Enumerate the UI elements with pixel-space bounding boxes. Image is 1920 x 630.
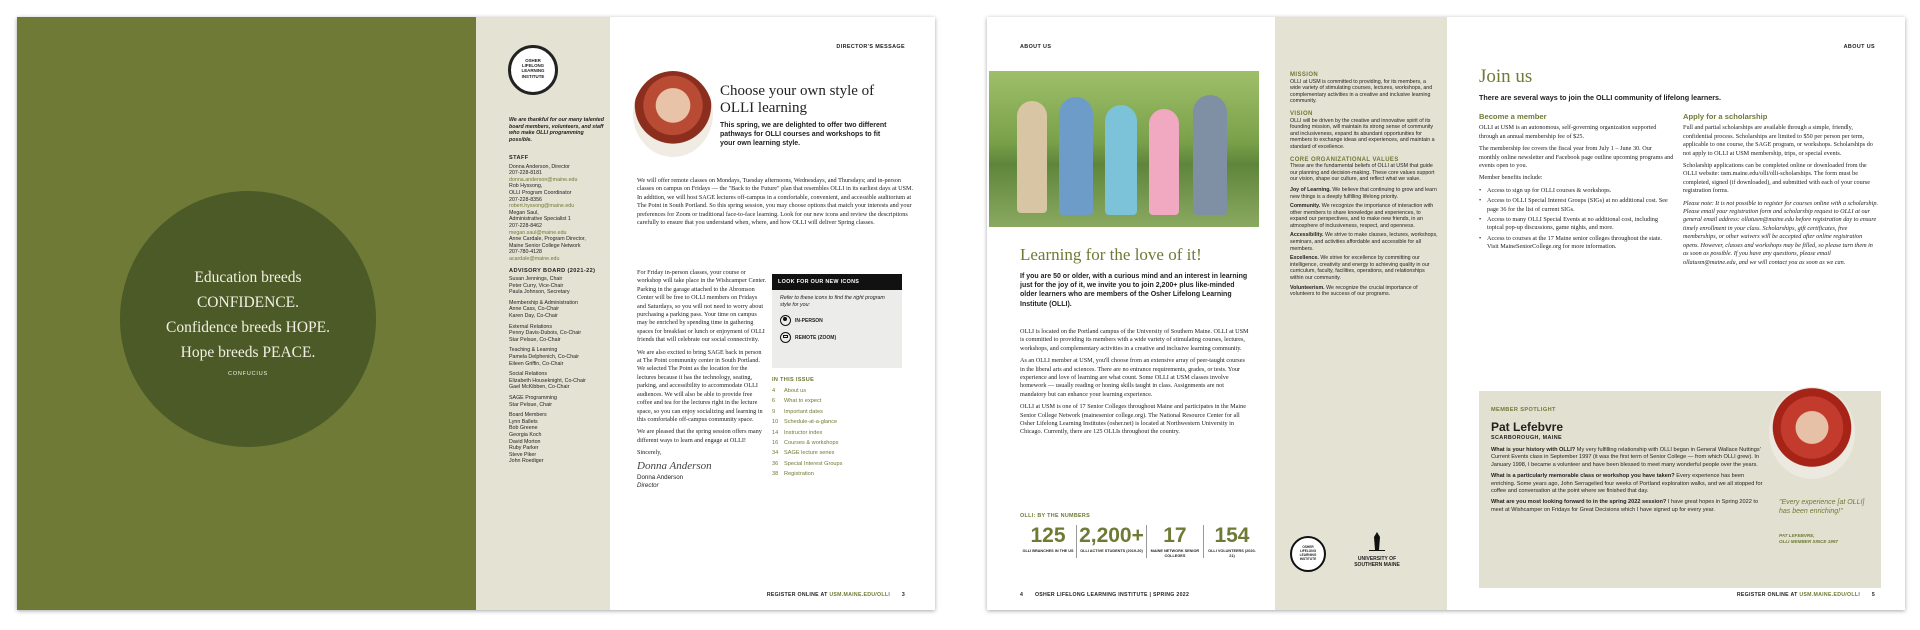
staff-sidebar <box>476 17 610 610</box>
photo-person <box>1017 101 1047 213</box>
about-page <box>987 17 1275 610</box>
logo-line: LEARNING <box>521 68 545 74</box>
pull-attr-name: PAT LEFEBVRE, <box>1779 533 1815 538</box>
spotlight-answer: I have great hopes in Spring 2022 to meet at Wishcamper on Fridays for Great Decisions which I have signed up for every year. <box>1491 499 1759 513</box>
icon-remote-label: REMOTE (ZOOM) <box>795 334 837 341</box>
board-line: Penny Davis-Dubois, Co-Chair <box>509 330 582 337</box>
logo-line: LIFELONG <box>1299 549 1317 553</box>
right-spread <box>987 17 1905 610</box>
spotlight-question: What is a particularly memorable class or workshop you have taken? <box>1491 473 1675 480</box>
staff-line: donna.anderson@maine.edu <box>509 176 578 183</box>
staff-line: megan.saul@maine.edu <box>509 229 567 236</box>
board-line: Karen Day, Co-Chair <box>509 313 558 320</box>
value-item <box>1290 285 1438 298</box>
value-text: We recognize the crucial importance of volunteers to the success of our programs. <box>1290 284 1418 298</box>
spotlight-answer: My very fulfilling relationship with OLLI began in General Wallace Nuttings' Current Events class in September 1997 (it was the first term of Senior College — from which OLLI grew). In January 1998, I became a volunteer and have been blessed to meet many wonderful people over the years. <box>1491 447 1761 468</box>
stat-block <box>1204 525 1260 558</box>
director-photo <box>633 71 713 157</box>
body-col <box>637 269 767 490</box>
page-footer <box>1020 592 1189 598</box>
signature: Donna Anderson <box>637 459 712 472</box>
toc-item[interactable] <box>772 428 902 438</box>
stat-label: OLLI ACTIVE STUDENTS (2019-20) <box>1080 549 1143 553</box>
toc-label: About us <box>784 388 807 394</box>
page-footer <box>1737 592 1875 598</box>
signer-title: Director <box>637 481 659 489</box>
mission-column <box>1290 72 1438 301</box>
body-p3: We are also excited to bring SAGE back in person at The Point community center in South Portland. We selected The Point as the location for the lectures because it has the technology, seating, parking, and accessibility to accommodate OLLI audiences. We will also be able to provide free coffee and tea for the lectures right in the lecture space, so you can enjoy socializing and learning in this comfortable off-campus community space. <box>637 348 763 423</box>
body-p3: OLLI at USM is one of 17 Senior Colleges throughout Maine and participates in the Maine Senior College Network (mainesenior college.org). The National Resource Center for all Osher Lifelong Learning Institutes (osher.net) is located at Northwestern University in Chicago. Currently, there are 125 OLLIs throughout the country. <box>1020 403 1246 436</box>
board-line: External Relations <box>509 323 552 330</box>
stat-label: MAINE NETWORK SENIOR COLLEGES <box>1150 549 1200 558</box>
photo-person <box>1149 109 1179 215</box>
body-p1: OLLI is located on the Portland campus of the University of Southern Maine. OLLI at USM is committed to providing its members with a wide variety of stimulating courses, lectures, workshops, and complementary activities in a creative and inclusive learning community. <box>1020 328 1249 352</box>
value-key: Community. <box>1290 203 1321 210</box>
toc-item[interactable] <box>772 417 902 427</box>
spotlight-question: What are you most looking forward to in the spring 2022 session? <box>1491 499 1667 506</box>
staff-line: Rob Hyssong, <box>509 183 543 190</box>
footer-text: REGISTER ONLINE AT <box>1736 592 1798 598</box>
board-line: Star Pelsue, Chair <box>509 401 552 408</box>
body-p1 <box>637 177 919 227</box>
spotlight-name: Pat Lefebvre <box>1491 420 1564 434</box>
staff-line: acardale@maine.edu <box>509 255 560 262</box>
staff-line: robert.hyssong@maine.edu <box>509 203 575 210</box>
signer-name: Donna Anderson <box>637 473 684 481</box>
benefit-item: • Access to courses at the 17 Maine senior colleges throughout the state. Visit MaineSeniorCollege.org for more information. <box>1479 235 1674 252</box>
value-item <box>1290 255 1438 281</box>
body-p2: For Friday in-person classes, your course or workshop will take place in the Wishcamper Center. Parking in the garage attached to the Abromson Center will be free to OLLI members on Fridays and Saturdays, so you will not need to worry about purchasing a parking pass. Your time on campus may be enriched by spending time in gathering spaces for breakfast or lunch or enjoyment of OLLI friends that will celebrate our social connectivity. <box>637 269 767 344</box>
olli-logo <box>508 45 558 95</box>
pull-attr-since: OLLI MEMBER SINCE 1997 <box>1779 538 1838 544</box>
toc-page: 9 <box>772 408 776 415</box>
spotlight-qa <box>1491 447 1763 518</box>
staff-line: 207-228-8181 <box>509 170 542 177</box>
value-text: We recognize the importance of interaction with other members to share knowledge and experiences, to expand our perspectives, and to make new friends, in an atmosphere of inclusiveness, respect, and openness. <box>1290 203 1434 229</box>
page-title: Learning for the love of it! <box>1020 245 1202 264</box>
lede: If you are 50 or older, with a curious mind and an interest in learning just for the joy of it, we invite you to join 2,200+ plus like-minded older learners who are members of the Osher Lifelong Learning Institute (OLLI). <box>1020 273 1248 308</box>
stat-block <box>1077 525 1147 558</box>
scholar-p1: Full and partial scholarships are available through a simple, friendly, confidential process. Scholarships are limited to $50 per person per term, applicable to one course, the SAGE program, or workshops. Scholarships do not apply to OLLI at USM membership, trips, or special events. <box>1683 124 1873 157</box>
page-header: ABOUT US <box>1020 44 1052 50</box>
benefits-list <box>1479 187 1674 252</box>
staff-line: OLLI Program Coordinator <box>509 189 572 196</box>
toc-title: IN THIS ISSUE <box>772 377 815 383</box>
page-number: 5 <box>1871 592 1875 598</box>
benefit-item: • Access to OLLI Special Interest Groups (SIGs) at no additional cost. See page 36 for the list of current SIGs. <box>1479 197 1674 214</box>
toc-page: 6 <box>772 398 776 405</box>
spotlight-location: SCARBOROUGH, MAINE <box>1491 435 1562 441</box>
toc-item[interactable] <box>772 459 902 469</box>
vision-heading: VISION <box>1290 110 1313 117</box>
toc-item[interactable] <box>772 448 902 458</box>
stat-label: OLLI BRANCHES IN THE US <box>1022 549 1074 553</box>
staff-intro: We are thankful for our many talented board members, volunteers, and staff who make OLLI programming possible. <box>509 117 604 143</box>
logo-line: OSHER <box>525 58 541 63</box>
join-title: Join us <box>1479 66 1533 87</box>
body-p2: As an OLLI member at USM, you'll choose from an extensive array of peer-taught courses in the liberal arts and sciences. There are no entrance requirements, grades, or tests. Your experience and love of learning are what count. Some OLLI at USM classes involve homework — usually reading or honing skills taught in class. Assignments are not mandatory but can enhance your learning experience. <box>1020 357 1245 398</box>
page-title: Choose your own style of OLLI learning <box>720 83 875 116</box>
mission-text: OLLI at USM is committed to providing, for its members, a wide variety of stimulating courses, lectures, workshops, and complementary activities in a creative and inclusive learning community. <box>1290 78 1433 105</box>
board-line: Lynn Ballets <box>509 418 538 425</box>
board-line: Elizabeth Houseknight, Co-Chair <box>509 377 586 384</box>
staff-line: Maine Senior College Network <box>509 242 581 249</box>
staff-line: 207-228-8356 <box>509 196 542 203</box>
p1-text: We will offer remote classes on Mondays, Tuesday afternoons, Wednesdays, and Thursdays; and in-person classes on campus on Fridays — the "Back to the Future" plan that resembles OLLI in its earliest days at USM. In addition, we will host SAGE lectures off-campus in a comfortable, convenient, and accessible auditorium at The Point in South Portland. So this spring session, you may choose options that match your interests and your preferences for Zoom or traditional face-to-face learning. Look for our new icons and review the descriptions carefully to ensure that you understand when, where, and how OLLI will deliver Spring classes. <box>637 177 914 227</box>
member-photo <box>1769 387 1855 479</box>
footer-url[interactable]: USM.MAINE.EDU/OLLI <box>829 592 891 598</box>
member-p2: The membership fee covers the fiscal year from July 1 – June 30. Our monthly online newsletter and Facebook page outline upcoming programs and events open to you. <box>1479 145 1674 170</box>
value-item <box>1290 232 1438 252</box>
member-p1: OLLI at USM is an autonomous, self-governing organization supported through an annual membership fee of $25. <box>1479 124 1657 140</box>
benefit-item: • Access to sign up for OLLI courses & workshops. <box>1479 187 1674 195</box>
photo-person <box>1105 105 1137 215</box>
scholarship-column <box>1683 113 1879 271</box>
about-body <box>1020 328 1250 441</box>
stat-label: OLLI VOLUNTEERS (2020-21) <box>1208 549 1256 558</box>
board-line: Peter Curry, Vice-Chair <box>509 282 564 289</box>
usm-logo-text: UNIVERSITY OF SOUTHERN MAINE <box>1354 556 1400 568</box>
toc-label: Schedule-at-a-glance <box>784 419 838 426</box>
footer-text: REGISTER ONLINE AT <box>766 592 828 598</box>
stat-block <box>1147 525 1204 558</box>
usm-lighthouse-icon <box>1366 531 1388 551</box>
board-line: Georgia Koch <box>509 431 542 438</box>
page-number: 4 <box>1020 592 1024 598</box>
board-line: Teaching & Learning <box>509 347 558 354</box>
footer-text: OSHER LIFELONG LEARNING INSTITUTE | SPRING 2022 <box>1034 592 1190 598</box>
photo-person <box>1059 97 1093 215</box>
benefit-item: • Access to many OLLI Special Events at no additional cost, including topical pop-up discussions, game nights, and more. <box>1479 216 1674 233</box>
member-p3: Member benefits include: <box>1479 174 1543 182</box>
remote-zoom-icon <box>780 332 791 343</box>
spotlight-question: What is your history with OLLI? <box>1491 447 1576 453</box>
toc-item[interactable] <box>772 386 902 396</box>
photo-person <box>1193 95 1227 215</box>
spotlight-answer: Every experience has been enriching. Some years ago, John Serragelied four weeks of Portland exploration walks, and we all stopped for coffee and conversation at the point where we finished that day. <box>1491 473 1763 495</box>
board-line: Eileen Griffin, Co-Chair <box>509 360 564 367</box>
in-person-icon <box>780 315 791 326</box>
join-lede: There are several ways to join the OLLI community of lifelong learners. <box>1479 93 1722 102</box>
board-line: Star Pelsue, Co-Chair <box>509 336 561 343</box>
board-line: Paula Johnson, Secretary <box>509 289 570 296</box>
value-text: We strive for excellence by committing our intelligence, creativity and energy to achieving quality in our curriculum, faculty, facilities, operations, and relationships within our community. <box>1290 255 1430 282</box>
vision-text: OLLI will be driven by the creative and innovative spirit of its founding mission, will maintain its strong sense of community and inclusiveness, expand its abundant opportunities for members to exchange ideas and experiences, and maintain a standard of excellence. <box>1290 117 1435 150</box>
numbers-title: OLLI: BY THE NUMBERS <box>1020 513 1090 519</box>
quote-author: CONFUCIUS <box>228 371 268 377</box>
quote-line: CONFIDENCE. <box>196 294 300 311</box>
toc-page: 4 <box>772 388 776 394</box>
toc-label: Instructor index <box>784 429 823 436</box>
logo-line: INSTITUTE <box>1299 557 1317 561</box>
toc-label: SAGE lecture series <box>784 450 835 457</box>
staff-line: Administrative Specialist 1 <box>509 216 571 223</box>
member-spotlight <box>1479 391 1881 588</box>
toc-page: 14 <box>772 429 779 436</box>
value-item <box>1290 203 1438 229</box>
board-line: David Morton <box>509 438 541 445</box>
toc-page: 34 <box>772 450 779 457</box>
board-line: John Roediger <box>509 458 544 465</box>
toc-page: 10 <box>772 419 779 426</box>
board-line: Steve Piker <box>509 451 537 458</box>
board-line: Gael McKibben, Co-Chair <box>509 384 570 391</box>
quote-text <box>120 265 376 379</box>
logo-line: OSHER <box>1302 545 1314 549</box>
values-intro: These are the fundamental beliefs of OLLI at USM that guide our planning and decision-making. These core values support our vision, shape our culture, and reflect what we value. <box>1290 163 1435 183</box>
icons-box <box>772 274 902 368</box>
toc-page: 36 <box>772 460 779 467</box>
icon-in-person-label: IN-PERSON <box>795 317 823 324</box>
staff-line: 207-228-8462 <box>509 222 542 229</box>
page-header: DIRECTOR'S MESSAGE <box>836 44 905 50</box>
value-key: Accessibility. <box>1290 232 1324 239</box>
spotlight-heading: MEMBER SPOTLIGHT <box>1491 407 1556 413</box>
group-photo <box>989 71 1259 227</box>
member-column <box>1479 113 1674 254</box>
stat-value: 2,200+ <box>1079 524 1144 547</box>
toc-item[interactable] <box>772 438 902 448</box>
stat-block <box>1020 525 1077 558</box>
stat-value: 125 <box>1030 524 1066 547</box>
value-key: Joy of Learning. <box>1290 186 1331 193</box>
icons-box-title: LOOK FOR OUR NEW ICONS <box>772 274 902 290</box>
icons-box-text: Refer to these icons to find the right program style for you: <box>780 295 885 308</box>
board-line: Ruby Parker <box>509 445 539 452</box>
page-footer <box>767 592 905 598</box>
board-line: Board Members <box>509 412 547 419</box>
staff-heading: STAFF <box>509 155 529 161</box>
member-heading: Become a member <box>1479 112 1547 121</box>
value-text: We believe that continuing to grow and learn new things is a deeply fulfilling lifelong priority. <box>1290 186 1437 200</box>
quote-line: Confidence breeds HOPE. <box>166 319 330 336</box>
toc-label: Special Interest Groups <box>784 460 843 467</box>
scholar-p2: Scholarship applications can be completed online or downloaded from the OLLI website: usm.maine.edu/olli/olli-scholarships. The form must be completed, signed (if downloaded), and submitted with each of your course registration forms. <box>1683 162 1870 195</box>
sincerely: Sincerely, <box>637 449 662 457</box>
stats-row <box>1020 525 1260 558</box>
quote-line: Hope breeds PEACE. <box>180 344 316 361</box>
pull-quote: "Every experience [at OLLI] has been enriching!" <box>1779 499 1865 515</box>
mission-sidebar <box>1275 17 1447 610</box>
board-line: Social Relations <box>509 371 547 378</box>
scholarship-heading: Apply for a scholarship <box>1683 112 1768 121</box>
staff-list <box>509 155 605 465</box>
board-line: Susan Jennings, Chair <box>509 276 563 283</box>
toc-item[interactable] <box>772 469 902 479</box>
lede: This spring, we are delighted to offer two different pathways for OLLI courses and workshops to fit your own learning style. <box>720 122 887 147</box>
left-spread <box>17 17 935 610</box>
value-key: Volunteerism. <box>1290 284 1325 291</box>
board-line: SAGE Programming <box>509 395 557 401</box>
scholar-p3: Please note: It is not possible to register for courses online with a scholarship. Please email your registration form and scholarship request to OLLI at our general email address: ollatusm@maine.edu before registration day to ensure timely enrollment in your class. Scholarships, gift certificates, free memberships, or other waivers will be accepted after online registration opens. However, classes and workshops may be filled, so please turn them in as soon as possible. If you have any questions, please email ollatusm@maine.edu, and we will contact you as soon as we can. <box>1683 199 1879 266</box>
usm-logo <box>1347 531 1407 568</box>
toc-label: Courses & workshops <box>784 440 839 447</box>
quote-line: Education breeds <box>194 269 302 286</box>
value-item <box>1290 187 1438 200</box>
board-line: Pamela Delphenich, Co-Chair <box>509 354 580 361</box>
logo-line: LEARNING <box>1299 553 1317 557</box>
join-page <box>1447 17 1905 610</box>
page-header: ABOUT US <box>1843 44 1875 50</box>
stat-value: 17 <box>1163 524 1187 547</box>
toc-item[interactable] <box>772 396 902 406</box>
pull-quote-attribution <box>1779 533 1875 544</box>
mission-heading: MISSION <box>1290 72 1319 78</box>
logo-line: LIFELONG <box>521 63 545 69</box>
value-key: Excellence. <box>1290 255 1319 262</box>
values-heading: CORE ORGANIZATIONAL VALUES <box>1290 156 1399 163</box>
toc-label: Important dates <box>784 408 823 415</box>
page-number: 3 <box>901 592 905 598</box>
staff-line: Megan Saul, <box>509 209 539 216</box>
cover-panel <box>17 17 476 610</box>
board-heading: ADVISORY BOARD (2021-22) <box>509 267 596 274</box>
logo-line: INSTITUTE <box>521 73 545 79</box>
staff-line: Anne Cardale, Program Director, <box>509 236 586 243</box>
staff-line: 207-780-4128 <box>509 249 542 256</box>
body-p4: We are pleased that the spring session offers many different ways to learn and engage at OLLI! <box>637 428 762 444</box>
toc-item[interactable] <box>772 407 902 417</box>
table-of-contents <box>772 377 902 480</box>
board-line: Bob Greene <box>509 425 538 432</box>
toc-label: Registration <box>784 471 814 478</box>
value-text: We strive to make classes, lectures, workshops, seminars, and activities affordable and accessible for all members. <box>1290 232 1438 252</box>
staff-line: Donna Anderson, Director <box>509 163 570 170</box>
board-line: Membership & Administration <box>509 299 578 306</box>
toc-page: 16 <box>772 440 779 447</box>
board-line: Anne Cass, Co-Chair <box>509 306 560 313</box>
toc-label: What to expect <box>784 398 822 405</box>
olli-logo <box>1290 536 1326 572</box>
footer-url[interactable]: USM.MAINE.EDU/OLLI <box>1799 592 1861 598</box>
toc-page: 38 <box>772 471 779 478</box>
directors-message-page <box>610 17 935 610</box>
stat-value: 154 <box>1214 524 1250 547</box>
